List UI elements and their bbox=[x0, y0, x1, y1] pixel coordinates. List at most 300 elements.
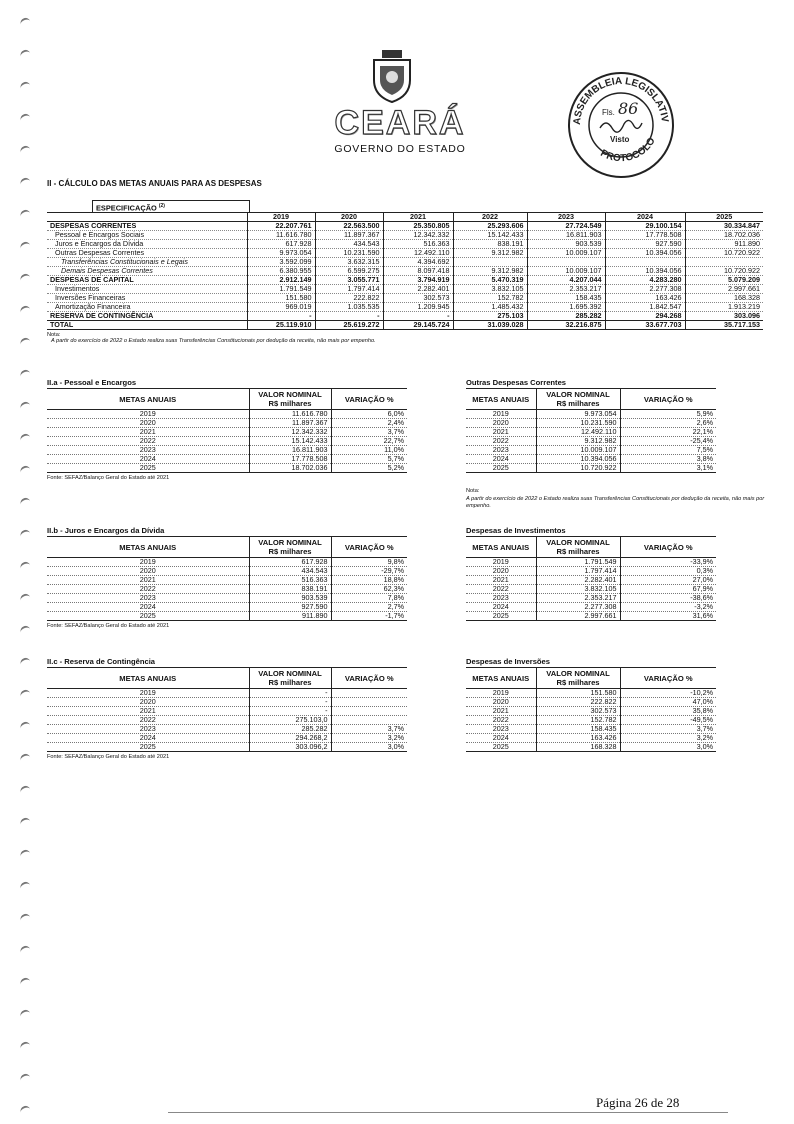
valor-header bbox=[536, 668, 620, 689]
sub-table-row bbox=[47, 689, 407, 698]
stamp-visto: Visto bbox=[610, 135, 630, 144]
row-variacao: 2,4% bbox=[331, 419, 407, 428]
row-valor: 151.580 bbox=[536, 689, 620, 698]
row-variacao: 3,2% bbox=[620, 734, 716, 743]
binder-mark bbox=[19, 689, 31, 699]
row-valor: 303.096,2 bbox=[249, 743, 331, 752]
cell-value: 18.702.036 bbox=[724, 230, 760, 239]
cell-value: 10.231.590 bbox=[315, 249, 383, 258]
year-header: 2024 bbox=[605, 213, 685, 222]
cell-value: 25.119.910 bbox=[247, 321, 315, 330]
valor-header-label: VALOR NOMINAL bbox=[258, 538, 322, 547]
valor-header-label: VALOR NOMINAL bbox=[546, 669, 610, 678]
cell-value: 9.312.982 bbox=[453, 267, 527, 276]
cell-value: 516.363 bbox=[383, 240, 453, 249]
row-variacao: 27,0% bbox=[620, 576, 716, 585]
row-label: Demais Despesas Correntes bbox=[47, 267, 247, 276]
cell-value: 1.035.535 bbox=[315, 303, 383, 312]
main-nota-text: A partir do exercício de 2022 o Estado realiza suas Transferências Constitucionais por dedução da receita, não mais por empenho. bbox=[51, 338, 376, 344]
cell-value: 15.142.433 bbox=[453, 231, 527, 240]
row-variacao: 7,5% bbox=[620, 446, 716, 455]
cell-value: 10.720.922 bbox=[724, 266, 760, 275]
binder-mark bbox=[19, 721, 31, 731]
row-valor: 11.897.367 bbox=[249, 419, 331, 428]
sub-table-title: Despesas de Investimentos bbox=[466, 526, 566, 535]
cell-value: 25.350.805 bbox=[383, 222, 453, 231]
section-title: II - CÁLCULO DAS METAS ANUAIS PARA AS DESPESAS bbox=[47, 179, 262, 188]
row-label: Amortização Financeira bbox=[47, 303, 247, 312]
metas-header: METAS ANUAIS bbox=[47, 668, 249, 689]
sub-table-row bbox=[47, 743, 407, 752]
binder-mark bbox=[19, 977, 31, 987]
sub-table-5 bbox=[47, 657, 407, 760]
row-year: 2019 bbox=[466, 558, 536, 567]
row-valor: 18.702.036 bbox=[249, 464, 331, 473]
row-valor: 9.973.054 bbox=[536, 410, 620, 419]
cell-value: 838.191 bbox=[453, 240, 527, 249]
cell-value: 5.079.209 bbox=[728, 275, 760, 284]
right-nota-label: Nota: bbox=[466, 488, 480, 494]
cell-value: 3.592.099 bbox=[247, 258, 315, 267]
row-variacao: 11,0% bbox=[331, 446, 407, 455]
variacao-header: VARIAÇÃO % bbox=[620, 668, 716, 689]
year-header: 2023 bbox=[527, 213, 605, 222]
row-valor: 12.492.110 bbox=[536, 428, 620, 437]
sub-table-fonte: Fonte: SEFAZ/Balanço Geral do Estado até 2021 bbox=[47, 623, 170, 629]
cell-value: 158.435 bbox=[527, 294, 605, 303]
cell-value: 2.282.401 bbox=[383, 285, 453, 294]
stamp-ring-top: ASSEMBLEIA LEGISLATIV bbox=[571, 75, 670, 126]
binder-mark bbox=[19, 177, 31, 187]
metas-header: METAS ANUAIS bbox=[47, 537, 249, 558]
row-year: 2019 bbox=[47, 410, 249, 419]
row-year: 2022 bbox=[466, 716, 536, 725]
row-valor: 10.009.107 bbox=[536, 446, 620, 455]
cell-value: 6.380.955 bbox=[247, 267, 315, 276]
row-year: 2024 bbox=[466, 734, 536, 743]
sub-table-fonte: Fonte: SEFAZ/Balanço Geral do Estado até 2021 bbox=[47, 475, 170, 481]
valor-header bbox=[536, 537, 620, 558]
row-year: 2022 bbox=[466, 585, 536, 594]
cell-value: 29.145.724 bbox=[383, 321, 453, 330]
row-valor: 516.363 bbox=[249, 576, 331, 585]
row-year: 2022 bbox=[466, 437, 536, 446]
row-valor: 617.928 bbox=[249, 558, 331, 567]
sub-table-row bbox=[47, 603, 407, 612]
row-valor: 10.394.056 bbox=[536, 455, 620, 464]
row-variacao: 0,3% bbox=[620, 567, 716, 576]
cell-value: 29.100.154 bbox=[605, 222, 685, 231]
row-variacao: 6,0% bbox=[331, 410, 407, 419]
row-year: 2021 bbox=[466, 576, 536, 585]
binder-mark bbox=[19, 497, 31, 507]
row-year: 2023 bbox=[47, 446, 249, 455]
sub-table-row bbox=[466, 612, 716, 621]
valor-unit-label: R$ milhares bbox=[268, 399, 312, 408]
sub-table-row bbox=[47, 455, 407, 464]
row-variacao: 47,0% bbox=[620, 698, 716, 707]
cell-value: 302.573 bbox=[383, 294, 453, 303]
row-valor: - bbox=[249, 689, 331, 698]
binder-mark bbox=[19, 209, 31, 219]
row-variacao: -3,2% bbox=[620, 603, 716, 612]
sub-table-header bbox=[47, 389, 407, 410]
binder-mark bbox=[19, 17, 31, 27]
binder-mark bbox=[19, 145, 31, 155]
variacao-header: VARIAÇÃO % bbox=[331, 537, 407, 558]
brand-name: CEARÁ bbox=[334, 104, 466, 142]
sub-table-row bbox=[47, 437, 407, 446]
cell-value: 22.207.761 bbox=[247, 222, 315, 231]
row-variacao: -33,9% bbox=[620, 558, 716, 567]
binder-mark bbox=[19, 465, 31, 475]
row-valor: 11.616.780 bbox=[249, 410, 331, 419]
variacao-header: VARIAÇÃO % bbox=[331, 668, 407, 689]
valor-unit-label: R$ milhares bbox=[556, 678, 600, 687]
cell-value: 22.563.500 bbox=[315, 222, 383, 231]
year-header: 2019 bbox=[247, 213, 315, 222]
row-year: 2021 bbox=[466, 707, 536, 716]
main-table-row bbox=[47, 321, 763, 330]
row-label: DESPESAS DE CAPITAL bbox=[47, 276, 247, 285]
binder-mark bbox=[19, 945, 31, 955]
binder-mark bbox=[19, 881, 31, 891]
row-variacao: -38,6% bbox=[620, 594, 716, 603]
binder-mark bbox=[19, 753, 31, 763]
row-year: 2022 bbox=[47, 716, 249, 725]
sub-table-row bbox=[47, 612, 407, 621]
cell-value: 8.097.418 bbox=[383, 267, 453, 276]
cell-value: 1.209.945 bbox=[383, 303, 453, 312]
cell-value: 11.897.367 bbox=[315, 231, 383, 240]
cell-value: 10.009.107 bbox=[527, 249, 605, 258]
year-header: 2020 bbox=[315, 213, 383, 222]
cell-value: 1.695.392 bbox=[527, 303, 605, 312]
sub-table-row bbox=[47, 698, 407, 707]
sub-table-title: Outras Despesas Correntes bbox=[466, 378, 567, 387]
valor-unit-label: R$ milhares bbox=[268, 547, 312, 556]
right-nota-text: A partir do exercício de 2022 o Estado realiza suas Transferências Constitucionais por dedução da receita, não mais por empenho. bbox=[466, 496, 765, 509]
year-header: 2022 bbox=[453, 213, 527, 222]
cell-value: 294.268 bbox=[605, 312, 685, 321]
cell-value: 10.720.922 bbox=[724, 248, 760, 257]
row-year: 2020 bbox=[47, 419, 249, 428]
cell-value: 12.342.332 bbox=[383, 231, 453, 240]
cell-value: 3.832.105 bbox=[453, 285, 527, 294]
row-label: Inversões Financeiras bbox=[47, 294, 247, 303]
row-year: 2020 bbox=[466, 567, 536, 576]
cell-value: 6.599.275 bbox=[315, 267, 383, 276]
sub-table-header bbox=[466, 537, 716, 558]
row-year: 2019 bbox=[466, 410, 536, 419]
cell-value: 33.677.703 bbox=[605, 321, 685, 330]
row-label: DESPESAS CORRENTES bbox=[47, 222, 247, 231]
metas-header: METAS ANUAIS bbox=[47, 389, 249, 410]
cell-value: 2.912.149 bbox=[247, 276, 315, 285]
brand-subtitle: GOVERNO DO ESTADO bbox=[334, 143, 466, 155]
sub-table-4 bbox=[466, 526, 716, 621]
row-valor: 17.778.508 bbox=[249, 455, 331, 464]
stamp-fls-label: Fls. bbox=[602, 108, 615, 117]
sub-table-fonte: Fonte: SEFAZ/Balanço Geral do Estado até 2021 bbox=[47, 754, 170, 760]
row-year: 2019 bbox=[466, 689, 536, 698]
row-variacao: 35,8% bbox=[620, 707, 716, 716]
valor-header-label: VALOR NOMINAL bbox=[258, 390, 322, 399]
row-valor: 12.342.332 bbox=[249, 428, 331, 437]
cell-value: 10.394.056 bbox=[605, 267, 685, 276]
cell-value: 617.928 bbox=[247, 240, 315, 249]
row-year: 2025 bbox=[47, 743, 249, 752]
valor-header bbox=[249, 389, 331, 410]
row-variacao: 9,8% bbox=[331, 558, 407, 567]
cell-value: 4.394.692 bbox=[383, 258, 453, 267]
spec-sup: (2) bbox=[158, 203, 165, 209]
binder-mark bbox=[19, 657, 31, 667]
row-year: 2025 bbox=[466, 743, 536, 752]
cell-value: 1.913.219 bbox=[728, 302, 760, 311]
row-variacao: 3,8% bbox=[620, 455, 716, 464]
cell-value: - bbox=[383, 312, 453, 321]
sub-table-row bbox=[47, 419, 407, 428]
stamp-fls-value: 86 bbox=[618, 99, 639, 118]
binder-mark bbox=[19, 241, 31, 251]
cell-value: 35.717.153 bbox=[724, 320, 760, 329]
sub-table-header bbox=[466, 668, 716, 689]
valor-header-label: VALOR NOMINAL bbox=[546, 538, 610, 547]
binder-mark bbox=[19, 337, 31, 347]
row-label: Investimentos bbox=[47, 285, 247, 294]
sub-table-row bbox=[47, 576, 407, 585]
binder-mark bbox=[19, 401, 31, 411]
metas-header: METAS ANUAIS bbox=[466, 668, 536, 689]
row-label: Transferências Constitucionais e Legais bbox=[47, 258, 247, 267]
page-number: Página 26 de 28 bbox=[596, 1095, 680, 1110]
row-variacao: -1,7% bbox=[331, 612, 407, 621]
row-variacao: 3,7% bbox=[331, 428, 407, 437]
row-valor: 275.103,0 bbox=[249, 716, 331, 725]
row-variacao: 3,0% bbox=[620, 743, 716, 752]
cell-value: 25.619.272 bbox=[315, 321, 383, 330]
row-variacao: 5,2% bbox=[331, 464, 407, 473]
row-year: 2023 bbox=[466, 594, 536, 603]
row-valor: 294.268,2 bbox=[249, 734, 331, 743]
cell-value: 1.797.414 bbox=[315, 285, 383, 294]
row-valor: 2.282.401 bbox=[536, 576, 620, 585]
row-year: 2020 bbox=[47, 698, 249, 707]
row-year: 2021 bbox=[466, 428, 536, 437]
cell-value: 222.822 bbox=[315, 294, 383, 303]
sub-table-header bbox=[47, 668, 407, 689]
sub-table-row bbox=[47, 734, 407, 743]
row-variacao: 31,6% bbox=[620, 612, 716, 621]
row-valor: 838.191 bbox=[249, 585, 331, 594]
sub-table-row bbox=[47, 585, 407, 594]
row-valor: 10.720.922 bbox=[536, 464, 620, 473]
sub-table-row bbox=[466, 464, 716, 473]
row-variacao: -49,5% bbox=[620, 716, 716, 725]
row-year: 2024 bbox=[466, 455, 536, 464]
spec-header-box bbox=[92, 200, 250, 212]
valor-unit-label: R$ milhares bbox=[268, 678, 312, 687]
row-variacao: 22,7% bbox=[331, 437, 407, 446]
row-valor: - bbox=[249, 707, 331, 716]
cell-value: 434.543 bbox=[315, 240, 383, 249]
cell-value: 1.791.549 bbox=[247, 285, 315, 294]
row-variacao bbox=[331, 689, 407, 698]
row-label: TOTAL bbox=[47, 321, 247, 330]
cell-value: 9.973.054 bbox=[247, 249, 315, 258]
row-valor: 15.142.433 bbox=[249, 437, 331, 446]
binder-mark bbox=[19, 1105, 31, 1115]
row-variacao bbox=[331, 707, 407, 716]
valor-unit-label: R$ milhares bbox=[556, 547, 600, 556]
binder-mark bbox=[19, 305, 31, 315]
variacao-header: VARIAÇÃO % bbox=[331, 389, 407, 410]
row-variacao: -25,4% bbox=[620, 437, 716, 446]
binder-mark bbox=[19, 817, 31, 827]
row-valor: 2.997.661 bbox=[536, 612, 620, 621]
cell-value: 1.842.547 bbox=[605, 303, 685, 312]
sub-table-title: II.c - Reserva de Contingência bbox=[47, 657, 156, 666]
main-table bbox=[47, 200, 763, 344]
cell-value: 2.997.661 bbox=[728, 284, 760, 293]
cell-value: 11.616.780 bbox=[247, 231, 315, 240]
cell-value: 10.009.107 bbox=[527, 267, 605, 276]
cell-value: 969.019 bbox=[247, 303, 315, 312]
row-valor: 927.590 bbox=[249, 603, 331, 612]
row-year: 2025 bbox=[47, 464, 249, 473]
valor-unit-label: R$ milhares bbox=[556, 399, 600, 408]
valor-header-label: VALOR NOMINAL bbox=[546, 390, 610, 399]
cell-value: - bbox=[247, 312, 315, 321]
cell-value: 30.334.847 bbox=[724, 221, 760, 230]
row-valor: 911.890 bbox=[249, 612, 331, 621]
row-valor: 903.539 bbox=[249, 594, 331, 603]
binder-mark bbox=[19, 113, 31, 123]
row-valor: 163.426 bbox=[536, 734, 620, 743]
row-year: 2023 bbox=[47, 725, 249, 734]
row-year: 2024 bbox=[47, 603, 249, 612]
row-variacao: -29,7% bbox=[331, 567, 407, 576]
cell-value: 16.811.903 bbox=[527, 231, 605, 240]
row-year: 2024 bbox=[47, 734, 249, 743]
binder-mark bbox=[19, 1073, 31, 1083]
valor-header bbox=[249, 537, 331, 558]
year-header: 2021 bbox=[383, 213, 453, 222]
row-variacao: 5,7% bbox=[331, 455, 407, 464]
binder-mark bbox=[19, 561, 31, 571]
row-valor: 285.282 bbox=[249, 725, 331, 734]
row-valor: 152.782 bbox=[536, 716, 620, 725]
cell-value: 5.470.319 bbox=[453, 276, 527, 285]
sub-table-row bbox=[47, 558, 407, 567]
cell-value: 163.426 bbox=[605, 294, 685, 303]
footer-line bbox=[168, 1112, 728, 1113]
row-year: 2021 bbox=[47, 576, 249, 585]
row-valor: 16.811.903 bbox=[249, 446, 331, 455]
stamp-signature bbox=[600, 120, 642, 132]
cell-value: 903.539 bbox=[527, 240, 605, 249]
row-variacao bbox=[331, 698, 407, 707]
sub-table-row bbox=[47, 716, 407, 725]
cell-value: 10.394.056 bbox=[605, 249, 685, 258]
row-valor: - bbox=[249, 698, 331, 707]
row-valor: 10.231.590 bbox=[536, 419, 620, 428]
row-year: 2020 bbox=[466, 698, 536, 707]
cell-value: 3.794.919 bbox=[383, 276, 453, 285]
main-nota-label: Nota: bbox=[47, 332, 61, 338]
row-year: 2022 bbox=[47, 585, 249, 594]
binder-mark bbox=[19, 625, 31, 635]
row-valor: 302.573 bbox=[536, 707, 620, 716]
row-valor: 168.328 bbox=[536, 743, 620, 752]
cell-value: 168.328 bbox=[734, 293, 760, 302]
cell-value: 3.055.771 bbox=[315, 276, 383, 285]
cell-value: 12.492.110 bbox=[383, 249, 453, 258]
sub-table-row bbox=[47, 428, 407, 437]
binder-mark bbox=[19, 1041, 31, 1051]
year-header: 2025 bbox=[716, 212, 733, 221]
row-variacao: 62,3% bbox=[331, 585, 407, 594]
cell-value: 2.353.217 bbox=[527, 285, 605, 294]
cell-value: 17.778.508 bbox=[605, 231, 685, 240]
variacao-header: VARIAÇÃO % bbox=[620, 537, 716, 558]
cell-value: 275.103 bbox=[453, 312, 527, 321]
valor-header bbox=[536, 389, 620, 410]
sub-table-row bbox=[47, 446, 407, 455]
sub-table-6 bbox=[466, 657, 716, 752]
metas-header: METAS ANUAIS bbox=[466, 537, 536, 558]
row-variacao: 3,7% bbox=[331, 725, 407, 734]
cell-value: 3.632.315 bbox=[315, 258, 383, 267]
sub-table-title: II.b - Juros e Encargos da Dívida bbox=[47, 526, 165, 535]
row-variacao: 2,6% bbox=[620, 419, 716, 428]
valor-header-label: VALOR NOMINAL bbox=[258, 669, 322, 678]
coat-of-arms-logo bbox=[368, 48, 416, 104]
row-label: RESERVA DE CONTINGÊNCIA bbox=[47, 312, 247, 321]
row-year: 2019 bbox=[47, 689, 249, 698]
sub-table-row bbox=[47, 707, 407, 716]
row-variacao: 5,9% bbox=[620, 410, 716, 419]
row-year: 2025 bbox=[47, 612, 249, 621]
row-valor: 158.435 bbox=[536, 725, 620, 734]
cell-value: 1.485.432 bbox=[453, 303, 527, 312]
cell-value: 151.580 bbox=[247, 294, 315, 303]
cell-value: 2.277.308 bbox=[605, 285, 685, 294]
main-table-grid bbox=[47, 212, 763, 330]
row-year: 2025 bbox=[466, 464, 536, 473]
binder-mark bbox=[19, 785, 31, 795]
sub-table-header bbox=[47, 537, 407, 558]
row-year: 2023 bbox=[466, 725, 536, 734]
cell-value: - bbox=[315, 312, 383, 321]
sub-table-2 bbox=[466, 378, 716, 473]
variacao-header: VARIAÇÃO % bbox=[620, 389, 716, 410]
metas-header: METAS ANUAIS bbox=[466, 389, 536, 410]
row-valor: 2.353.217 bbox=[536, 594, 620, 603]
row-variacao: 7,8% bbox=[331, 594, 407, 603]
binder-mark bbox=[19, 593, 31, 603]
spec-label: ESPECIFICAÇÃO bbox=[96, 203, 157, 213]
row-year: 2022 bbox=[47, 437, 249, 446]
cell-value: 152.782 bbox=[453, 294, 527, 303]
cell-value: 911.890 bbox=[734, 239, 760, 248]
binder-mark bbox=[19, 849, 31, 859]
row-valor: 434.543 bbox=[249, 567, 331, 576]
row-label: Juros e Encargos da Dívida bbox=[47, 240, 247, 249]
sub-table-row bbox=[47, 464, 407, 473]
sub-table-row bbox=[466, 743, 716, 752]
